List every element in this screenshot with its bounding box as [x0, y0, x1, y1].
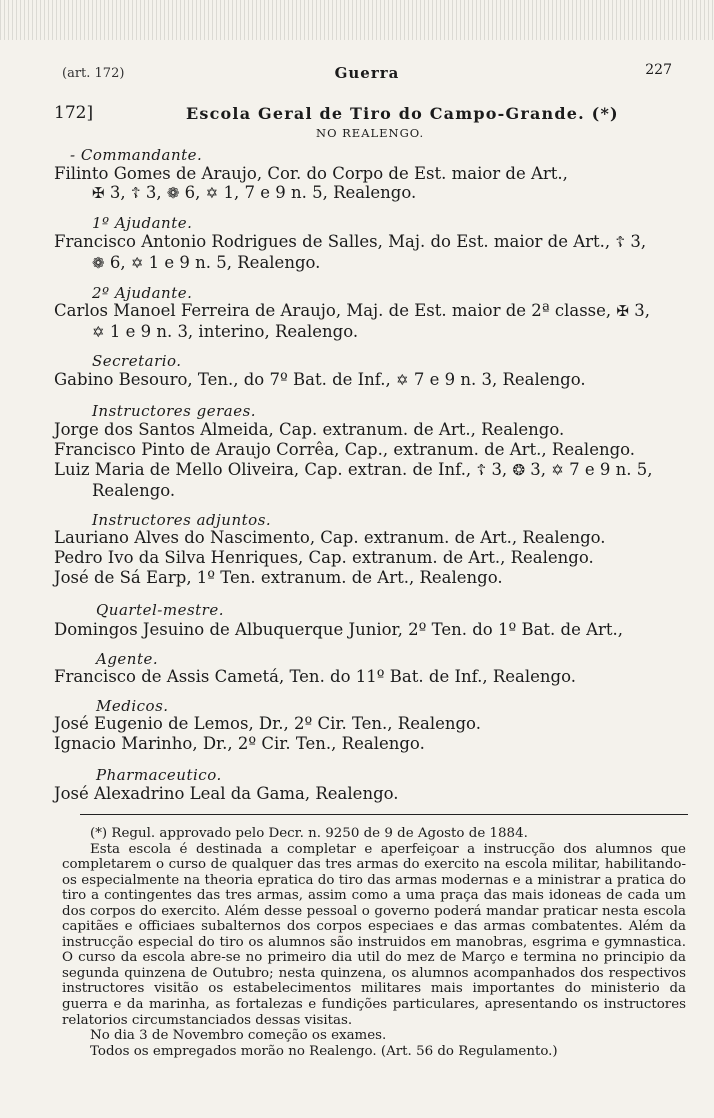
- entry-text: Gabino Besouro, Ten., do 7º Bat. de Inf.,: [54, 370, 391, 389]
- entry-commandante-decorations: [92, 183, 416, 202]
- cross-pattee-icon: ✠: [616, 302, 629, 320]
- decoration-grade: 6,: [109, 253, 126, 272]
- patriarchal-cross-icon: ☦: [130, 184, 141, 202]
- role-instructores-geraes: Instructores geraes.: [92, 402, 257, 420]
- entry-medico: José Eugenio de Lemos, Dr., 2º Cir. Ten., Realengo.: [54, 714, 481, 733]
- entry-secretario: [54, 370, 586, 389]
- footnote-reference: (*) Regul. approvado pelo Decr. n. 9250 de 9 de Agosto de 1884.: [90, 826, 528, 841]
- section-subtitle: NO REALENGO.: [316, 126, 425, 140]
- entry-quartel-mestre: Domingos Jesuino de Albuquerque Junior, 2º Ten. do 1º Bat. de Art.,: [54, 620, 624, 639]
- star-of-david-icon: ✡: [551, 461, 564, 479]
- role-commandante: - Commandante.: [70, 146, 203, 164]
- decoration-grade: 1, 7 e 9 n. 5, Realengo.: [223, 183, 417, 202]
- decoration-grade: 3,: [109, 183, 126, 202]
- entry-text: Luiz Maria de Mello Oliveira, Cap. extran. de Inf.,: [54, 460, 472, 479]
- star-of-david-icon: ✡: [92, 323, 105, 341]
- rose-medal-icon: ❁: [166, 184, 180, 202]
- star-of-david-icon: ✡: [130, 254, 144, 272]
- entry-text: Francisco Antonio Rodrigues de Salles, Maj. do Est. maior de Art.,: [54, 232, 611, 251]
- entry-agente: Francisco de Assis Cametá, Ten. do 11º Bat. de Inf., Realengo.: [54, 667, 576, 686]
- role-secretario: Secretario.: [92, 352, 182, 370]
- decoration-grade: 3,: [491, 460, 508, 479]
- entry-pharmaceutico: José Alexadrino Leal da Gama, Realengo.: [54, 784, 399, 803]
- entry-text: 1 e 9 n. 3, interino, Realengo.: [109, 322, 359, 341]
- entry-ajudante-1: [54, 232, 646, 251]
- decoration-grade: 3,: [530, 460, 547, 479]
- footnote: [62, 826, 686, 1059]
- entry-adjunto: Lauriano Alves do Nascimento, Cap. extranum. de Art., Realengo.: [54, 528, 606, 547]
- decoration-grade: 6,: [184, 183, 201, 202]
- page-number: 227: [645, 62, 672, 78]
- entry-medico: Ignacio Marinho, Dr., 2º Cir. Ten., Realengo.: [54, 734, 425, 753]
- footnote-divider: [80, 814, 688, 815]
- entry-instructor: [54, 460, 652, 479]
- entry-instructor: Jorge dos Santos Almeida, Cap. extranum. de Art., Realengo.: [54, 420, 565, 439]
- role-ajudante-2: 2º Ajudante.: [92, 284, 193, 302]
- decoration-grade: 1 e 9 n. 5, Realengo.: [148, 253, 321, 272]
- role-ajudante-1: 1º Ajudante.: [92, 214, 193, 232]
- footnote-body: Esta escola é destinada a completar e aperfeiçoar a instrucção dos alumnos que completarem o curso de qualquer das tres armas do exercito na escola militar, habilitando-os especialmente na theoria epratica do tiro das armas modernas e a ministrar a pratica do tiro a contingentes das tres armas, assim como a uma praça das mais idoneas de cada um dos corpos do exercito. Além desse pessoal o governo poderá mandar praticar nesta escola capitães e officiaes subalternos dos corpos especiaes e das armas combatentes. Além da instrucção especial do tiro os alumnos são instruidos em manobras, esgrima e gymnastica. O curso da escola abre-se no primeiro dia util do mez de Março e termina no principio da segunda quinzena de Outubro; nesta quinzena, os alumnos acompanhados dos respectivos instructores visitão os estabelecimentos militares mais importantes do ministerio da guerra e da marinha, as fortalezas e fundições particulares, apresentando os instructores relatorios circumstanciados dessas visitas.: [62, 841, 686, 1028]
- entry-commandante: Filinto Gomes de Araujo, Cor. do Corpo de Est. maior de Art.,: [54, 164, 568, 183]
- entry-ajudante-1-cont: [92, 253, 320, 272]
- entry-text: 7 e 9 n. 3, Realengo.: [413, 370, 586, 389]
- wreath-medal-icon: ❂: [512, 461, 526, 479]
- section-title: Escola Geral de Tiro do Campo-Grande. (*): [186, 104, 619, 123]
- role-medicos: Medicos.: [96, 697, 169, 715]
- running-header: [62, 62, 672, 86]
- entry-adjunto: Pedro Ivo da Silva Henriques, Cap. extranum. de Art., Realengo.: [54, 548, 594, 567]
- header-title: Guerra: [334, 64, 400, 82]
- role-quartel-mestre: Quartel-mestre.: [96, 601, 224, 619]
- footnote-staff: Todos os empregados morão no Realengo. (Art. 56 do Regulamento.): [90, 1043, 558, 1059]
- decoration-grade: 3,: [634, 301, 650, 320]
- entry-adjunto: José de Sá Earp, 1º Ten. extranum. de Art., Realengo.: [54, 568, 503, 587]
- header-article: (art. 172): [62, 66, 125, 81]
- decoration-grade: 3,: [145, 183, 162, 202]
- role-agente: Agente.: [96, 650, 159, 668]
- rose-medal-icon: ❁: [92, 254, 105, 272]
- role-instructores-adjuntos: Instructores adjuntos.: [92, 511, 272, 529]
- patriarchal-cross-icon: ☦: [615, 233, 626, 251]
- star-of-david-icon: ✡: [205, 184, 219, 202]
- entry-ajudante-2: [54, 301, 650, 320]
- cross-pattee-icon: ✠: [92, 184, 105, 202]
- entry-instructor-cont: Realengo.: [92, 481, 176, 500]
- patriarchal-cross-icon: ☦: [476, 461, 487, 479]
- decoration-grade: 7 e 9 n. 5,: [569, 460, 653, 479]
- footnote-exams: No dia 3 de Novembro começão os exames.: [90, 1028, 387, 1044]
- entry-ajudante-2-cont: [92, 322, 358, 341]
- section-number: 172]: [54, 103, 94, 123]
- star-of-david-icon: ✡: [396, 371, 409, 389]
- entry-text: Carlos Manoel Ferreira de Araujo, Maj. de Est. maior de 2ª classe,: [54, 301, 612, 320]
- decoration-grade: 3,: [630, 232, 647, 251]
- entry-instructor: Francisco Pinto de Araujo Corrêa, Cap., extranum. de Art., Realengo.: [54, 440, 636, 459]
- role-pharmaceutico: Pharmaceutico.: [96, 766, 222, 784]
